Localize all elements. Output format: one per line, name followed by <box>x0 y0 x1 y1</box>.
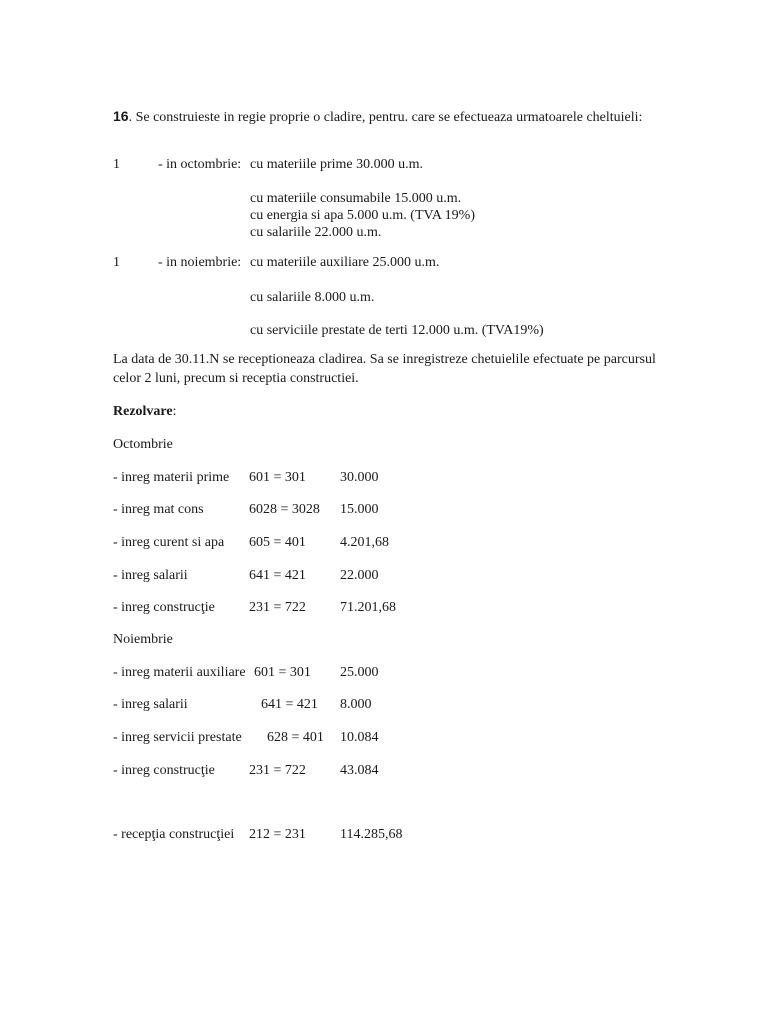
entry-description: - recepţia construcţiei <box>113 827 235 842</box>
entry-amount: 4.201,68 <box>340 535 389 550</box>
section-title-november: Noiembrie <box>113 632 173 647</box>
entry-amount: 8.000 <box>340 697 372 712</box>
solution-heading: Rezolvare: <box>113 404 177 419</box>
item-line: cu salariile 8.000 u.m. <box>250 290 375 305</box>
entry-description: - inreg construcţie <box>113 763 215 778</box>
item-line: cu salariile 22.000 u.m. <box>250 225 382 240</box>
question-text: La data de 30.11.N se receptioneaza cladirea. Sa se inregistreze chetuielile efectuate pe parcursul celor 2 luni, precum si receptia constructiei. <box>113 352 656 386</box>
entry-accounts: 605 = 401 <box>249 535 306 550</box>
entry-description: - inreg materii auxiliare <box>113 665 246 680</box>
entry-accounts: 212 = 231 <box>249 827 306 842</box>
problem-number: 16 <box>113 108 129 124</box>
entry-amount: 43.084 <box>340 763 379 778</box>
problem-text: . Se construieste in regie proprie o cladire, pentru. care se efectueaza urmatoarele cheltuieli: <box>128 110 643 125</box>
entry-accounts: 641 = 421 <box>249 568 306 583</box>
entry-amount: 22.000 <box>340 568 379 583</box>
item-line: cu energia si apa 5.000 u.m. (TVA 19%) <box>250 208 475 223</box>
entry-description: - inreg curent si apa <box>113 535 225 550</box>
item-line: cu materiile prime 30.000 u.m. <box>250 157 424 172</box>
entry-description: - inreg construcţie <box>113 600 215 615</box>
item-marker: 1 <box>113 255 120 270</box>
entry-amount: 15.000 <box>340 502 379 517</box>
entry-description: - inreg servicii prestate <box>113 730 242 745</box>
item-line: cu materiile auxiliare 25.000 u.m. <box>250 255 440 270</box>
entry-accounts: 601 = 301 <box>249 470 306 485</box>
entry-description: - inreg materii prime <box>113 470 230 485</box>
entry-description: - inreg mat cons <box>113 502 204 517</box>
entry-accounts: 231 = 722 <box>249 763 306 778</box>
item-label-november: - in noiembrie: <box>158 255 242 270</box>
entry-accounts: 601 = 301 <box>254 665 311 680</box>
item-line: cu materiile consumabile 15.000 u.m. <box>250 191 462 206</box>
entry-amount: 71.201,68 <box>340 600 396 615</box>
item-line: cu serviciile prestate de terti 12.000 u.m. (TVA19%) <box>250 323 544 338</box>
problem-statement <box>113 108 658 126</box>
entry-accounts: 628 = 401 <box>267 730 324 745</box>
item-label-october: - in octombrie: <box>158 157 242 172</box>
entry-amount: 30.000 <box>340 470 379 485</box>
entry-amount: 25.000 <box>340 665 379 680</box>
item-marker: 1 <box>113 157 120 172</box>
section-title-october: Octombrie <box>113 437 173 452</box>
entry-accounts: 641 = 421 <box>261 697 318 712</box>
entry-amount: 114.285,68 <box>340 827 403 842</box>
entry-accounts: 6028 = 3028 <box>249 502 320 517</box>
entry-amount: 10.084 <box>340 730 379 745</box>
entry-accounts: 231 = 722 <box>249 600 306 615</box>
entry-description: - inreg salarii <box>113 568 188 583</box>
entry-description: - inreg salarii <box>113 697 188 712</box>
